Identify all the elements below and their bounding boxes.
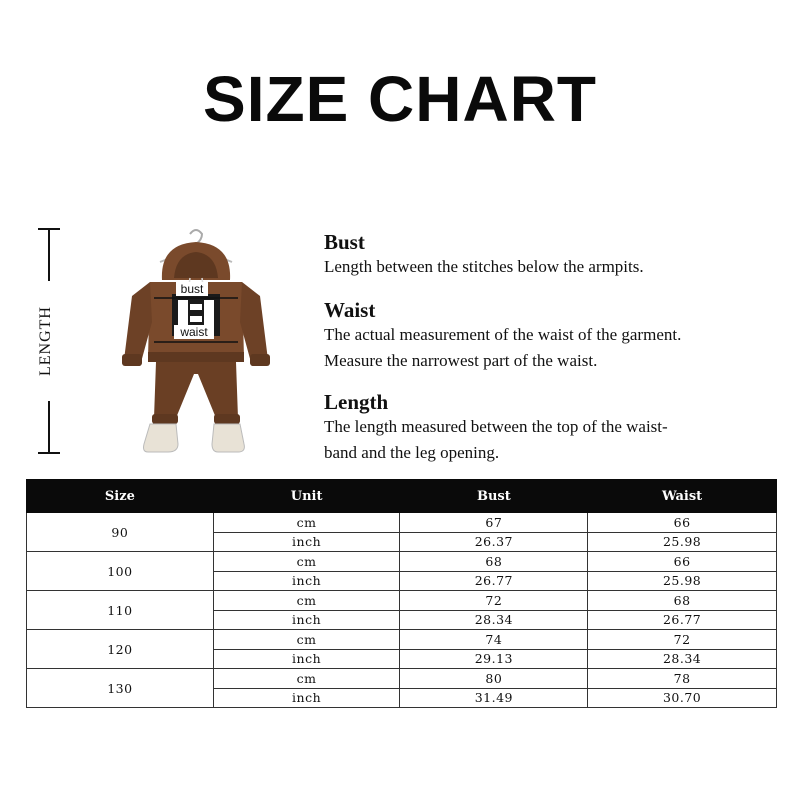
waist-cell: 66 — [588, 513, 777, 533]
size-cell: 100 — [27, 552, 214, 591]
unit-cell: inch — [213, 532, 400, 552]
page-title: SIZE CHART — [203, 63, 597, 135]
bust-cell: 68 — [400, 552, 588, 572]
bust-cell: 67 — [400, 513, 588, 533]
product-image — [110, 222, 280, 462]
waist-marker-label: waist — [180, 325, 208, 339]
bust-cell: 26.37 — [400, 532, 588, 552]
bust-cell: 31.49 — [400, 688, 588, 708]
length-ruler — [38, 228, 68, 454]
bust-description — [324, 230, 644, 280]
unit-cell: cm — [213, 630, 400, 650]
waist-cell: 25.98 — [588, 532, 777, 552]
waist-cell: 26.77 — [588, 610, 777, 630]
bust-marker-label: bust — [180, 282, 204, 296]
unit-cell: cm — [213, 669, 400, 689]
unit-cell: inch — [213, 571, 400, 591]
bust-cell: 80 — [400, 669, 588, 689]
length-text-line-2: band and the leg opening. — [324, 443, 500, 462]
bust-cell: 29.13 — [400, 649, 588, 669]
length-label: LENGTH — [37, 281, 55, 401]
hoodie-set-illustration — [110, 222, 280, 462]
waist-heading: Waist — [324, 298, 376, 322]
unit-cell: inch — [213, 610, 400, 630]
waist-cell: 66 — [588, 552, 777, 572]
unit-cell: inch — [213, 688, 400, 708]
bust-text-line-1: Length between the stitches below the armpits. — [324, 257, 644, 276]
bust-cell: 28.34 — [400, 610, 588, 630]
table-row — [27, 630, 777, 650]
header-unit: Unit — [213, 480, 400, 513]
waist-text-line-1: The actual measurement of the waist of the garment. — [324, 325, 682, 344]
header-waist: Waist — [588, 480, 777, 513]
waist-cell: 68 — [588, 591, 777, 611]
waist-cell: 78 — [588, 669, 777, 689]
bust-heading: Bust — [324, 230, 365, 254]
waist-cell: 25.98 — [588, 571, 777, 591]
waist-cell: 30.70 — [588, 688, 777, 708]
size-cell: 130 — [27, 669, 214, 708]
table-row — [27, 552, 777, 572]
size-cell: 110 — [27, 591, 214, 630]
waist-description — [324, 298, 681, 374]
length-text-line-1: The length measured between the top of the waist- — [324, 417, 668, 436]
unit-cell: cm — [213, 591, 400, 611]
table-header-row — [27, 480, 777, 513]
waist-cell: 72 — [588, 630, 777, 650]
length-heading: Length — [324, 390, 389, 414]
unit-cell: cm — [213, 552, 400, 572]
table-row — [27, 591, 777, 611]
header-size: Size — [27, 480, 214, 513]
table-row — [27, 513, 777, 533]
ruler-bottom-cap — [38, 452, 60, 454]
bust-cell: 74 — [400, 630, 588, 650]
table-row — [27, 669, 777, 689]
unit-cell: cm — [213, 513, 400, 533]
unit-cell: inch — [213, 649, 400, 669]
waist-cell: 28.34 — [588, 649, 777, 669]
size-cell: 120 — [27, 630, 214, 669]
bust-cell: 72 — [400, 591, 588, 611]
size-cell: 90 — [27, 513, 214, 552]
header-bust: Bust — [400, 480, 588, 513]
size-table — [26, 479, 777, 708]
length-description — [324, 390, 668, 466]
waist-text-line-2: Measure the narrowest part of the waist. — [324, 351, 598, 370]
bust-cell: 26.77 — [400, 571, 588, 591]
